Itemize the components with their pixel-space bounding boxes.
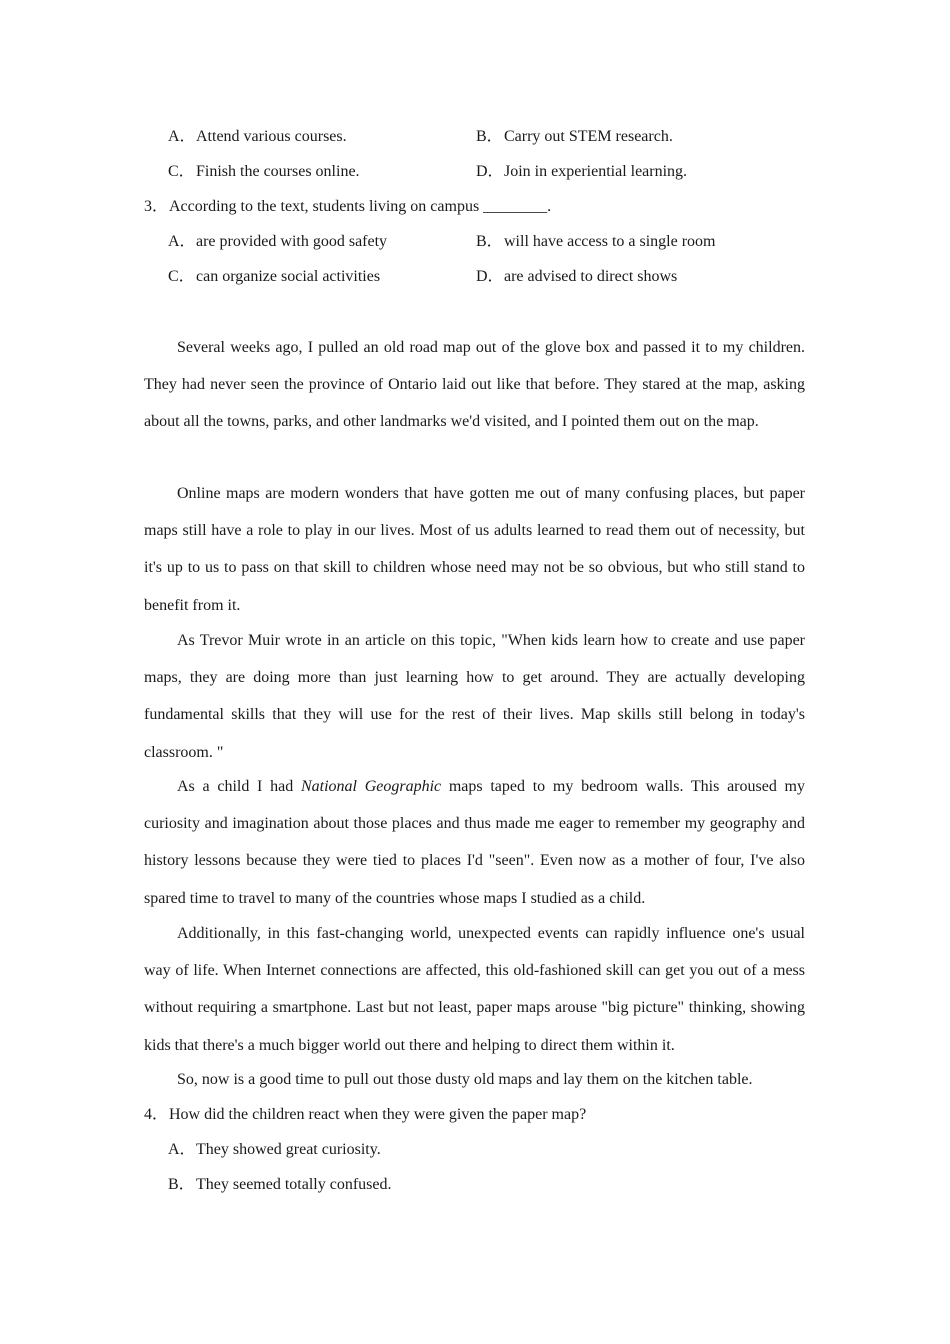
passage-paragraph-3: As Trevor Muir wrote in an article on this topic, "When kids learn how to create and use paper maps, they are doing more than just learning how to get around. They are actually developing fundamental skills that they will use for the rest of their lives. Map skills still belong in today's classroom. " bbox=[144, 632, 805, 761]
q3-option-a: A．are provided with good safety bbox=[168, 233, 388, 250]
q2-option-c: C．Finish the courses online. bbox=[168, 163, 360, 180]
q4-option-a: A．They showed great curiosity. bbox=[168, 1141, 381, 1158]
q3-option-c: C．can organize social activities bbox=[168, 268, 381, 285]
passage-paragraph-5: Additionally, in this fast-changing world, unexpected events can rapidly influence one's usual way of life. When Internet connections are affected, this old-fashioned skill can get you out of a mess without requiring a smartphone. Last but not least, paper maps arouse "big picture" thinking, showing kids that there's a much bigger world out there and helping to direct them within it. bbox=[144, 925, 805, 1054]
q2-option-b: B．Carry out STEM research. bbox=[476, 128, 673, 145]
q4-stem: 4．How did the children react when they were given the paper map? bbox=[144, 1106, 587, 1123]
q3-option-b: B．will have access to a single room bbox=[476, 233, 716, 250]
passage-paragraph-6: So, now is a good time to pull out those dusty old maps and lay them on the kitchen table. bbox=[177, 1071, 753, 1088]
q3-option-d: D．are advised to direct shows bbox=[476, 268, 678, 285]
q3-stem: 3．According to the text, students living on campus ________. bbox=[144, 198, 552, 215]
q4-option-b: B．They seemed totally confused. bbox=[168, 1176, 392, 1193]
q2-option-d: D．Join in experiential learning. bbox=[476, 163, 688, 180]
passage-paragraph-1: Several weeks ago, I pulled an old road map out of the glove box and passed it to my children. They had never seen the province of Ontario laid out like that before. They stared at the map, asking about all the towns, parks, and other landmarks we'd visited, and I pointed them out on the map. bbox=[144, 339, 805, 431]
passage-paragraph-2: Online maps are modern wonders that have gotten me out of many confusing places, but paper maps still have a role to play in our lives. Most of us adults learned to read them out of necessity, but it's up to us to pass on that skill to children whose need may not be so obvious, but who still stand to benefit from it. bbox=[144, 485, 805, 614]
magazine-title: National Geographic bbox=[300, 778, 442, 795]
q2-option-a: A．Attend various courses. bbox=[168, 128, 347, 145]
passage-paragraph-4: As a child I had National Geographic maps taped to my bedroom walls. This aroused my curiosity and imagination about those places and thus made me eager to remember my geography and history lessons because they were tied to places I'd "seen". Even now as a mother of four, I've also spared time to travel to many of the countries whose maps I studied as a child. bbox=[144, 778, 805, 907]
